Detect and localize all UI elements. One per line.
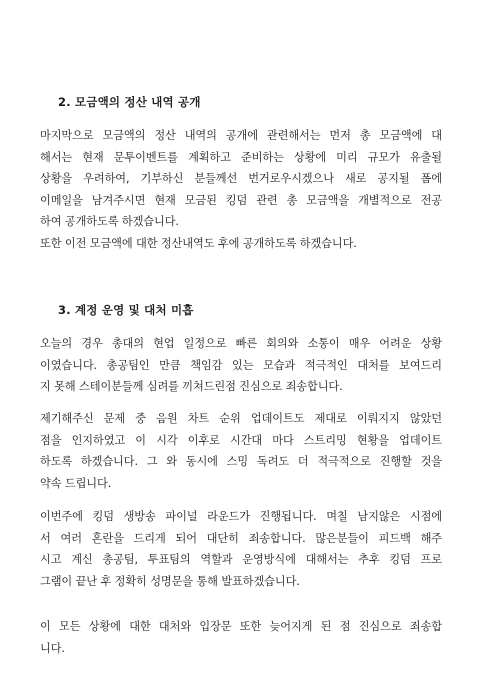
section-2-paragraph [40,125,442,255]
paragraph-line: 해서는 현재 문투이벤트를 계획하고 준비하는 상황에 미리 규모가 유출될 [40,150,442,164]
paragraph-line: 니다. [40,641,65,655]
paragraph-line: 하도록 하겠습니다. 그 와 동시에 스밍 독려도 더 적극적으로 진행할 것을 [40,455,442,469]
section-3-heading: 3. 계정 운영 및 대처 미흡 [58,303,194,317]
paragraph-line: 상황을 우려하여, 기부하신 분들께선 번거로우시겠으나 새로 공지될 폼에 [40,172,442,186]
section-2-heading: 2. 모금액의 정산 내역 공개 [58,95,201,109]
paragraph-line: 이메일을 남겨주시면 현재 모금된 킹덤 관련 총 모금액을 개별적으로 전공 [40,193,442,207]
section-3-paragraph-1 [40,333,442,398]
paragraph-line: 이였습니다. 총공팀인 만큼 책임감 있는 모습과 적극적인 대처를 보여드리 [40,358,442,372]
paragraph-line: 약속 드립니다. [40,476,112,490]
paragraph-line: 시고 계신 총공팀, 투표팀의 역할과 운영방식에 대해서는 추후 킹덤 프로 [40,553,442,567]
paragraph-line: 지 못해 스테이분들께 심려를 끼쳐드린점 진심으로 죄송합니다. [40,380,343,394]
paragraph-line: 오늘의 경우 총대의 현업 일정으로 빠른 회의와 소통이 매우 어려운 상황 [40,337,442,350]
paragraph-line: 하여 공개하도록 하겠습니다. [40,215,179,229]
section-3-paragraph-2 [40,408,442,494]
paragraph-line: 제기해주신 문제 중 음원 차트 순위 업데이트도 제대로 이뤄지지 않았던 [40,412,442,425]
paragraph-line: 이번주에 킹덤 생방송 파이널 라운드가 진행됩니다. 며칠 남지않은 시점에 [40,510,442,523]
paragraph-line: 마지막으로 모금액의 정산 내역의 공개에 관련해서는 먼저 총 모금액에 대 [40,129,442,142]
paragraph-line: 점을 인지하였고 이 시각 이후로 시간대 마다 스트리밍 현황을 업데이트 [40,433,442,447]
section-3-paragraph-3 [40,506,442,592]
paragraph-line: 서 여러 혼란을 드리게 되어 대단히 죄송합니다. 많은분들이 피드백 해주 [40,531,442,545]
section-3-paragraph-4 [40,616,442,659]
paragraph-line: 이 모든 상황에 대한 대처와 입장문 또한 늦어지게 된 점 진심으로 죄송합 [40,620,442,633]
paragraph-line: 또한 이전 모금액에 대한 정산내역도 후에 공개하도록 하겠습니다. [40,236,357,250]
paragraph-line: 그램이 끝난 후 정확히 성명문을 통해 발표하겠습니다. [40,574,300,588]
